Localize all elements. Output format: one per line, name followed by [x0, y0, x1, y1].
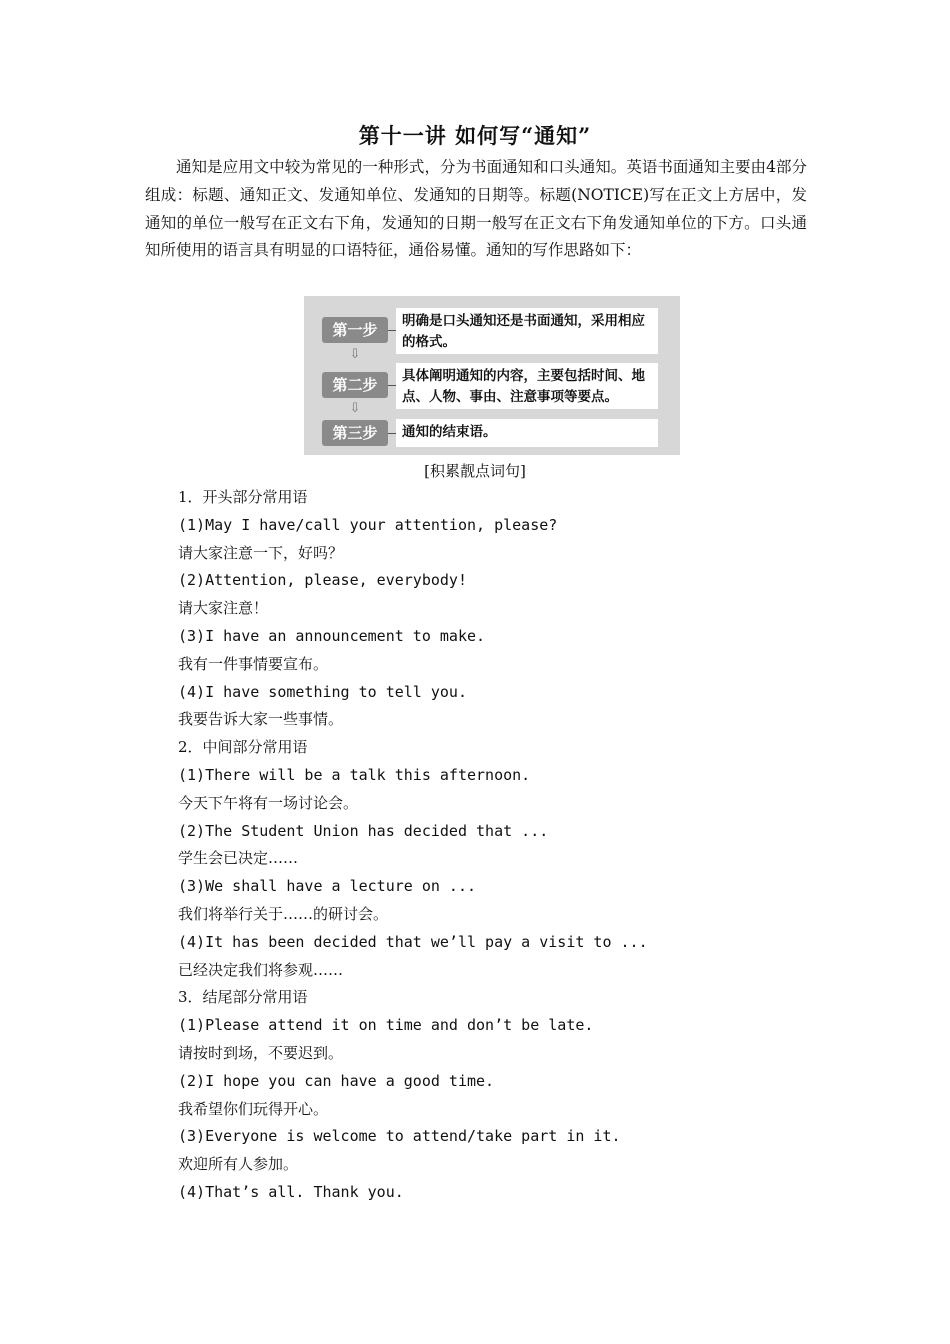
connector	[388, 433, 396, 434]
intro-paragraph: 通知是应用文中较为常见的一种形式，分为书面通知和口头通知。英语书面通知主要由4部分组成：标题、通知正文、发通知单位、发通知的日期等。标题(NOTICE)写在正文上方居中，发通知的单位一般写在正文右下角，发通知的日期一般写在正文右下角发通知单位的下方。口头通知所使用的语言具有明显的口语特征，通俗易懂。通知的写作思路如下：	[145, 158, 807, 260]
phrase-line: (4)I have something to tell you.	[178, 682, 467, 701]
down-arrow-icon: ⇩	[349, 401, 361, 416]
phrase-line: 2．中间部分常用语	[178, 738, 308, 757]
step-1-text: 明确是口头通知还是书面通知，采用相应的格式。	[396, 308, 658, 354]
phrase-line: 我要告诉大家一些事情。	[178, 710, 344, 729]
step-3-label: 第三步	[322, 420, 388, 446]
phrase-line: 我们将举行关于……的研讨会。	[178, 904, 389, 923]
phrase-line: 我希望你们玩得开心。	[178, 1099, 329, 1118]
phrase-line: 请大家注意一下，好吗？	[178, 543, 344, 562]
phrase-line: (4)That’s all. Thank you.	[178, 1182, 404, 1201]
phrase-line: 我有一件事情要宣布。	[178, 654, 329, 673]
phrase-line: (1)May I have/call your attention, please?	[178, 515, 558, 534]
phrase-line: (3)We shall have a lecture on ...	[178, 877, 477, 896]
phrase-line: (2)Attention, please, everybody!	[178, 571, 467, 590]
flowchart	[304, 296, 680, 455]
down-arrow-icon: ⇩	[349, 347, 361, 362]
phrase-line: (2)I hope you can have a good time.	[178, 1071, 495, 1090]
phrase-line: (1)There will be a talk this afternoon.	[178, 765, 531, 784]
phrase-line: 请按时到场，不要迟到。	[178, 1043, 344, 1062]
step-2-text: 具体阐明通知的内容，主要包括时间、地点、人物、事由、注意事项等要点。	[396, 363, 658, 409]
section-caption: [积累靓点词句]	[424, 462, 526, 480]
phrase-line: (4)It has been decided that we’ll pay a visit to ...	[178, 932, 648, 951]
phrase-line: 学生会已决定……	[178, 849, 299, 868]
page-title: 第十一讲 如何写“通知”	[358, 123, 592, 148]
phrase-list	[178, 484, 648, 1207]
step-3-text: 通知的结束语。	[396, 419, 658, 447]
phrase-line: (2)The Student Union has decided that ...	[178, 821, 549, 840]
phrase-line: 已经决定我们将参观……	[178, 960, 344, 979]
phrase-line: (3)I have an announcement to make.	[178, 626, 486, 645]
phrase-line: (3)Everyone is welcome to attend/take part in it.	[178, 1127, 621, 1146]
step-2-label: 第二步	[322, 372, 388, 398]
connector	[388, 330, 396, 331]
phrase-line: 欢迎所有人参加。	[178, 1155, 299, 1174]
step-1-label: 第一步	[322, 317, 388, 343]
phrase-line: 请大家注意！	[178, 599, 269, 618]
phrase-line: (1)Please attend it on time and don’t be late.	[178, 1016, 594, 1035]
phrase-line: 今天下午将有一场讨论会。	[178, 793, 359, 812]
phrase-line: 1．开头部分常用语	[178, 488, 308, 506]
connector	[388, 385, 396, 386]
phrase-line: 3．结尾部分常用语	[178, 988, 308, 1007]
